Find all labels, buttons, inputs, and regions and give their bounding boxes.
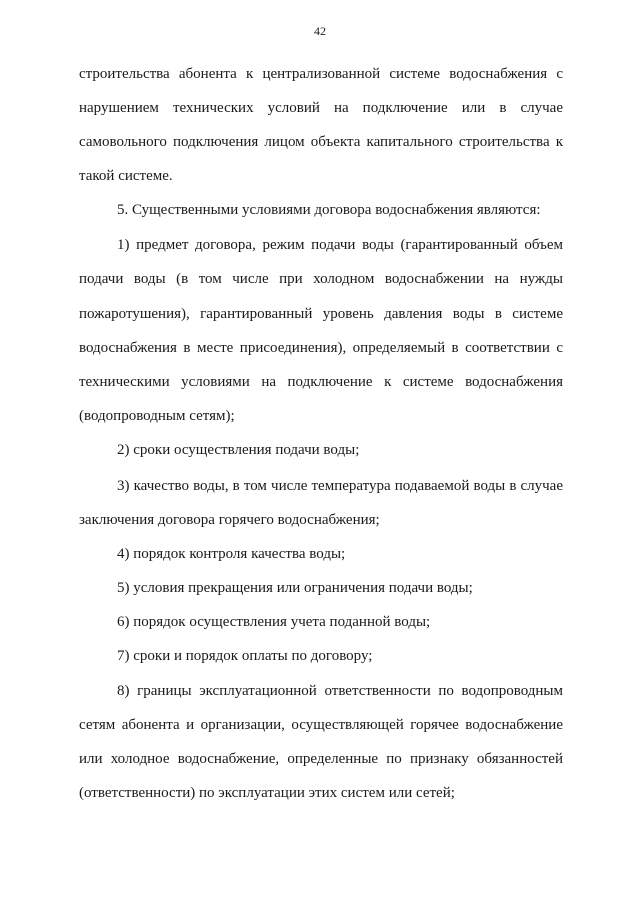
list-item: 2) сроки осуществления подачи воды; — [117, 442, 360, 458]
list-item-line: сетям абонента и организации, осуществляющей горячее водоснабжение — [79, 717, 563, 733]
page-number: 42 — [314, 24, 326, 38]
list-item: 7) сроки и порядок оплаты по договору; — [117, 648, 373, 664]
text-line: такой системе. — [79, 168, 173, 184]
text-line: самовольного подключения лицом объекта капитального строительства к — [79, 134, 563, 150]
section-heading: 5. Существенными условиями договора водоснабжения являются: — [117, 202, 541, 218]
list-item-line: 1) предмет договора, режим подачи воды (гарантированный объем — [117, 237, 563, 253]
text-line: строительства абонента к централизованной системе водоснабжения с — [79, 66, 563, 82]
list-item: 5) условия прекращения или ограничения подачи воды; — [117, 580, 473, 596]
list-item-line: или холодное водоснабжение, определенные по признаку обязанностей — [79, 751, 563, 767]
list-item-line: водоснабжения в месте присоединения), определяемый в соответствии с — [79, 340, 563, 356]
list-item-line: (водопроводным сетям); — [79, 408, 235, 424]
list-item-line: (ответственности) по эксплуатации этих систем или сетей; — [79, 785, 455, 801]
list-item-line: 3) качество воды, в том числе температура подаваемой воды в случае — [117, 478, 563, 494]
list-item: 6) порядок осуществления учета поданной воды; — [117, 614, 431, 630]
list-item-line: заключения договора горячего водоснабжения; — [79, 512, 380, 528]
list-item-line: пожаротушения), гарантированный уровень давления воды в системе — [79, 306, 563, 322]
text-line: нарушением технических условий на подключение или в случае — [79, 100, 563, 116]
list-item-line: 8) границы эксплуатационной ответственности по водопроводным — [117, 683, 563, 699]
list-item-line: техническими условиями на подключение к системе водоснабжения — [79, 374, 563, 390]
list-item: 4) порядок контроля качества воды; — [117, 546, 346, 562]
list-item-line: подачи воды (в том числе при холодном водоснабжении на нужды — [79, 271, 563, 287]
